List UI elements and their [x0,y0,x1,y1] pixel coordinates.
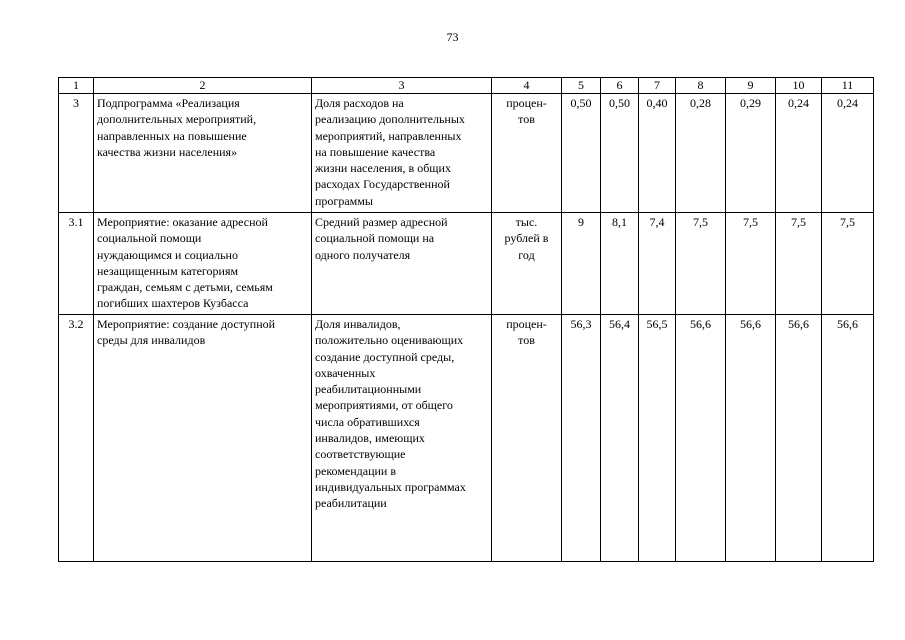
indicator-value: 0,40 [639,94,676,213]
column-number-header: 9 [726,78,776,94]
table-row [59,94,874,213]
table-row [59,315,874,562]
measure-name-text: Мероприятие: создание доступной среды для инвалидов [97,317,276,348]
column-number-header: 7 [639,78,676,94]
indicator-value: 7,4 [639,213,676,315]
indicator-value: 7,5 [726,213,776,315]
indicator-value: 9 [562,213,601,315]
table-row [59,213,874,315]
column-number-header: 4 [492,78,562,94]
unit-text: тыс. рублей в год [504,215,549,262]
column-number-header: 10 [776,78,822,94]
indicator-value: 0,24 [822,94,874,213]
table-header-row [59,78,874,94]
indicator-name-text: Доля расходов на реализацию дополнительных мероприятий, направленных на повышение качества жизни населения, в общих расходах Государственной программы [315,96,465,208]
indicator-value: 7,5 [822,213,874,315]
unit-text: процен- тов [506,96,547,127]
unit-text: процен- тов [506,317,547,348]
indicator-name [312,94,492,213]
indicator-name-text: Средний размер адресной социальной помощи на одного получателя [315,215,448,262]
indicator-value: 7,5 [776,213,822,315]
indicator-table [58,77,874,562]
column-number-header: 3 [312,78,492,94]
unit-of-measure [492,315,562,562]
column-number-header: 8 [676,78,726,94]
indicator-value: 56,5 [639,315,676,562]
measure-name [94,213,312,315]
unit-of-measure [492,94,562,213]
indicator-value: 56,6 [726,315,776,562]
column-number-header: 6 [601,78,639,94]
row-number: 3.1 [59,213,94,315]
unit-of-measure [492,213,562,315]
indicator-name-text: Доля инвалидов, положительно оценивающих создание доступной среды, охваченных реабилитационными мероприятиями, от общего числа обратившихся инвалидов, имеющих соответствующие рекомендации в индивидуальных программах реабилитации [315,317,466,511]
row-number: 3 [59,94,94,213]
indicator-name [312,315,492,562]
indicator-value: 0,29 [726,94,776,213]
column-number-header: 1 [59,78,94,94]
indicator-value: 0,24 [776,94,822,213]
measure-name [94,94,312,213]
indicator-value: 56,3 [562,315,601,562]
indicator-value: 7,5 [676,213,726,315]
row-number: 3.2 [59,315,94,562]
indicator-value: 0,50 [601,94,639,213]
indicator-value: 56,4 [601,315,639,562]
column-number-header: 2 [94,78,312,94]
measure-name-text: Подпрограмма «Реализация дополнительных мероприятий, направленных на повышение качества жизни населения» [97,96,257,159]
measure-name [94,315,312,562]
page-number: 73 [446,30,459,44]
column-number-header: 11 [822,78,874,94]
indicator-value: 0,50 [562,94,601,213]
indicator-value: 8,1 [601,213,639,315]
indicator-value: 56,6 [676,315,726,562]
indicator-value: 0,28 [676,94,726,213]
indicator-name [312,213,492,315]
indicator-value: 56,6 [776,315,822,562]
indicator-value: 56,6 [822,315,874,562]
measure-name-text: Мероприятие: оказание адресной социальной помощи нуждающимся и социально незащищенным категориям граждан, семьям с детьми, семьям погибших шахтеров Кузбасса [97,215,273,311]
column-number-header: 5 [562,78,601,94]
